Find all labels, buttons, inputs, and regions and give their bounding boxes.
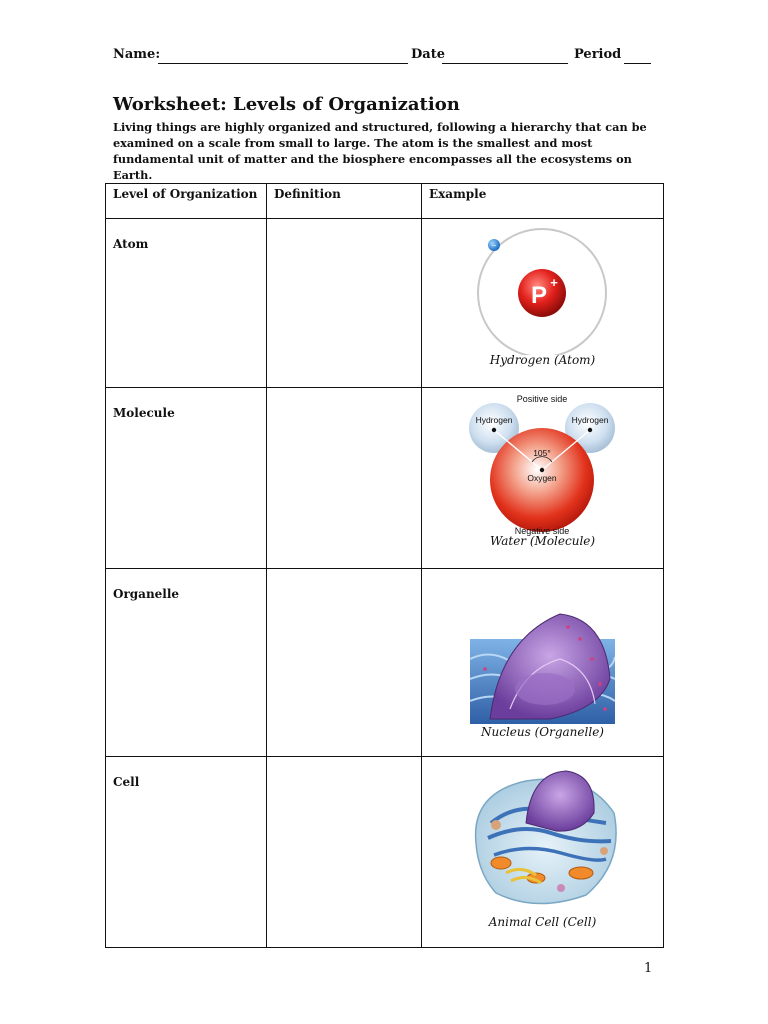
- hydrogen-right-label: Hydrogen: [571, 415, 609, 425]
- definition-cell[interactable]: [267, 219, 422, 388]
- hydrogen-left-label: Hydrogen: [475, 415, 513, 425]
- header-level: Level of Organization: [106, 184, 267, 219]
- example-cell: [422, 569, 664, 757]
- table-row: [106, 569, 664, 757]
- page-number: 1: [644, 961, 653, 976]
- date-label: Date: [411, 47, 445, 62]
- example-caption: Water (Molecule): [489, 534, 596, 548]
- name-blank[interactable]: [158, 63, 408, 64]
- table-row: [106, 388, 664, 569]
- example-cell: [422, 219, 664, 388]
- definition-cell[interactable]: [267, 388, 422, 569]
- student-info-line: [113, 47, 653, 67]
- proton-label: P: [530, 282, 548, 309]
- example-caption: Animal Cell (Cell): [488, 915, 597, 929]
- oxygen-label: Oxygen: [527, 473, 557, 483]
- definition-cell[interactable]: [267, 569, 422, 757]
- electron-charge: −: [491, 241, 497, 250]
- example-caption: Nucleus (Organelle): [481, 725, 604, 739]
- levels-table: [105, 183, 664, 948]
- table-row: [106, 219, 664, 388]
- period-blank[interactable]: [624, 63, 651, 64]
- header-definition: Definition: [267, 184, 422, 219]
- level-name: Atom: [113, 237, 149, 251]
- table-header-row: [106, 184, 664, 219]
- definition-cell[interactable]: [267, 757, 422, 948]
- level-name: Cell: [113, 775, 140, 789]
- proton-charge: +: [550, 275, 558, 290]
- date-blank[interactable]: [442, 63, 568, 64]
- name-label: Name:: [113, 47, 161, 62]
- water-molecule-figure: [462, 390, 622, 538]
- example-cell: [422, 388, 664, 569]
- negative-side-label: Negative side: [514, 526, 570, 536]
- worksheet-intro: Living things are highly organized and structured, following a hierarchy that can be examined on a scale from small to large. The atom is the smallest and most fundamental unit of matter and the biosphere encompasses all the ecosystems on Earth.: [113, 120, 647, 182]
- positive-side-label: Positive side: [516, 394, 568, 404]
- nucleus-figure: [470, 609, 615, 724]
- level-name: Molecule: [113, 406, 175, 420]
- level-cell: [106, 757, 267, 948]
- level-cell: [106, 219, 267, 388]
- worksheet-title: Worksheet: Levels of Organization: [113, 94, 460, 115]
- level-cell: [106, 388, 267, 569]
- example-caption: Hydrogen (Atom): [489, 353, 596, 367]
- animal-cell-figure: [466, 763, 621, 911]
- header-example: Example: [422, 184, 664, 219]
- bond-angle-label: 105°: [533, 448, 551, 458]
- period-label: Period: [574, 47, 622, 62]
- level-cell: [106, 569, 267, 757]
- table-row: [106, 757, 664, 948]
- hydrogen-atom-figure: [474, 227, 610, 355]
- example-cell: [422, 757, 664, 948]
- level-name: Organelle: [113, 587, 180, 601]
